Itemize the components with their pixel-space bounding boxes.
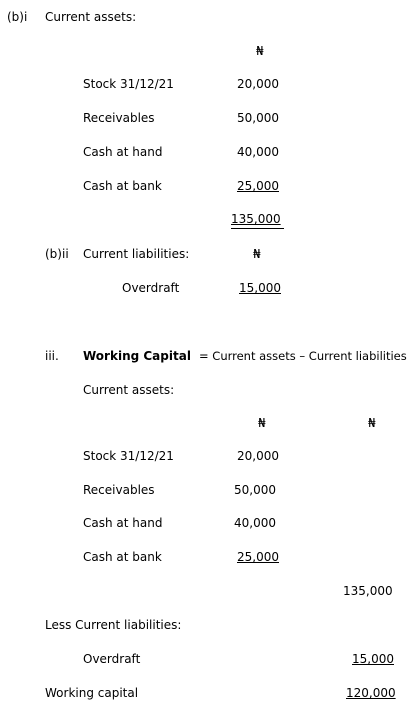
line-item-value-underlined: 25,000	[237, 179, 279, 193]
line-item-label: Stock 31/12/21	[83, 77, 174, 91]
line-item-value: 40,000	[237, 145, 279, 159]
part-bii-heading: Current liabilities:	[83, 247, 190, 261]
line-item-value: 50,000	[234, 483, 276, 497]
line-item-value: 40,000	[234, 516, 276, 530]
naira-symbol: ₦	[368, 416, 376, 430]
working-capital-title: Working Capital	[83, 349, 191, 363]
current-assets-total: 135,000	[343, 584, 393, 598]
line-item-label: Cash at bank	[83, 179, 162, 193]
line-item-label: Cash at bank	[83, 550, 162, 564]
naira-symbol: ₦	[256, 44, 264, 58]
naira-symbol: ₦	[258, 416, 266, 430]
less-liabilities-heading: Less Current liabilities:	[45, 618, 182, 632]
line-item-label: Receivables	[83, 483, 155, 497]
line-item-value-underlined: 25,000	[237, 550, 279, 564]
current-assets-heading: Current assets:	[83, 383, 175, 397]
line-item-label: Cash at hand	[83, 516, 163, 530]
overdraft-value: 15,000	[352, 652, 394, 666]
overdraft-label: Overdraft	[83, 652, 141, 666]
working-capital-value: 120,000	[346, 686, 396, 700]
line-item-label: Cash at hand	[83, 145, 163, 159]
line-item-label: Receivables	[83, 111, 155, 125]
part-bi-label: (b)i	[7, 10, 28, 24]
overdraft-label: Overdraft	[122, 281, 180, 295]
part-bi-heading: Current assets:	[45, 10, 137, 24]
naira-symbol: ₦	[253, 247, 261, 261]
current-assets-total: 135,000	[231, 212, 281, 226]
line-item-value: 20,000	[237, 77, 279, 91]
line-item-label: Stock 31/12/21	[83, 449, 174, 463]
part-bii-label: (b)ii	[45, 247, 69, 261]
working-capital-label: Working capital	[45, 686, 139, 700]
working-capital-formula: = Current assets – Current liabilities	[199, 349, 407, 363]
part-iii-label: iii.	[45, 349, 59, 363]
overdraft-value: 15,000	[239, 281, 281, 295]
line-item-value: 50,000	[237, 111, 279, 125]
line-item-value: 20,000	[237, 449, 279, 463]
double-underline	[231, 228, 284, 229]
